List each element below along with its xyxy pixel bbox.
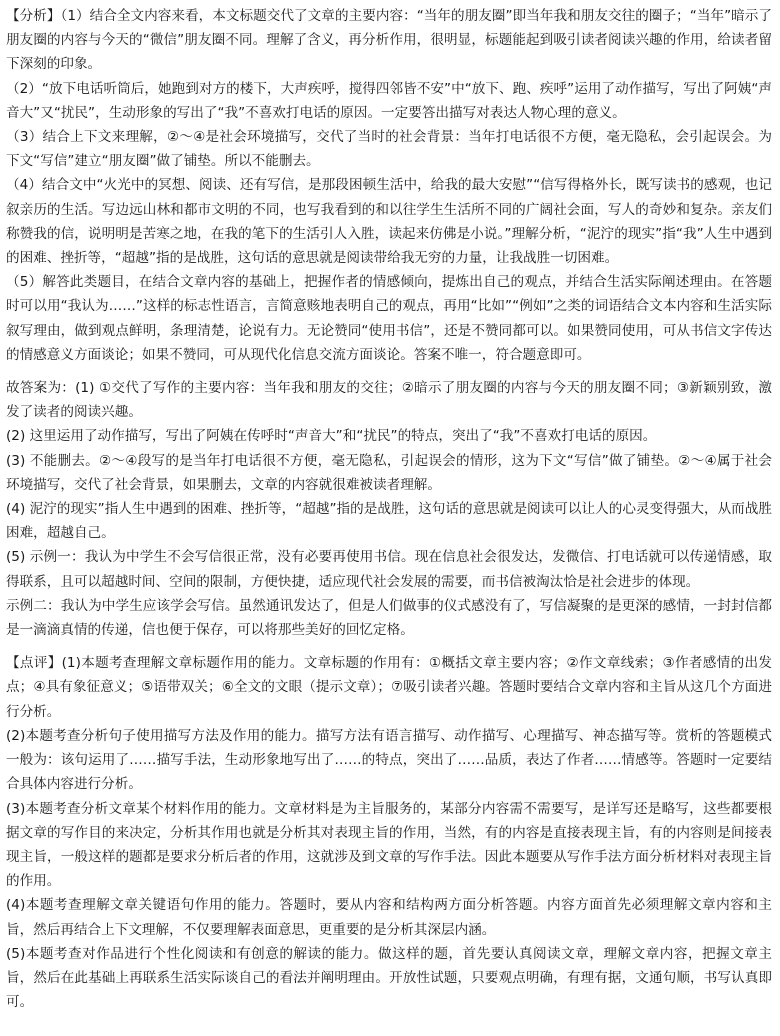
answer-part-3: (3) 不能删去。②～④段写的是当年打电话很不方便，毫无隐私，引起误会的情形，这为下文“写信”做了铺垫。②～④属于社会环境描写，交代了社会背景，如果删去，文章的内容就很难被读者理解。 [6,452,772,493]
comment-part-3: (3)本题考查分析文章某个材料作用的能力。文章材料是为主旨服务的，某部分内容需不需要写，是详写还是略写，这些都要根据文章的写作目的来决定，分析其作用也就是分析其对表现主旨的作用，当然，有的内容是直接表现主旨，有的内容则是间接表现主旨，一般这样的题都是要求分析后者的作用，这就涉及到文章的写作手法。因此本题要从写作手法方面分析材料对表现主旨的作用。 [6,800,772,890]
comment-section [6,651,772,1014]
analysis-part-4: （4）结合文中“火光中的冥想、阅读、还有写信，是那段困顿生活中，给我的最大安慰”“信写得格外长，既写读书的感观，也记叙亲历的生活。写边远山林和都市文明的不同，也写我看到的和以往学生生活所不同的广阔社会面，写人的奇妙和复杂。亲友们称赞我的信，说明明是苦寒之地，在我的笔下的生活引人入胜，读起来仿佛是小说。”理解分析，“泥泞的现实”指“我”人生中遇到的困难、挫折等，“超越”指的是战胜，这句话的意思就是阅读带给我无穷的力量，让我战胜一切困难。 [6,177,772,267]
answer-section [6,376,772,642]
comment-part-5: (5)本题考查对作品进行个性化阅读和有创意的解读的能力。做这样的题，首先要认真阅读文章，理解文章内容，把握文章主旨，然后在此基础上再联系生活实际谈自己的看法并阐明理由。开放性试题，只要观点明确，有理有据，文通句顺，书写认真即可。 [6,945,772,1011]
answer-part-1: 故答案为：(1) ①交代了写作的主要内容：当年我和朋友的交往；②暗示了朋友圈的内容与今天的朋友圈不同；③新颖别致，激发了读者的阅读兴趣。 [6,380,772,421]
analysis-part-3: （3）结合上下文来理解，②～④是社会环境描写，交代了当时的社会背景：当年打电话很不方便，毫无隐私，会引起误会。为下文“写信”建立“朋友圈”做了铺垫。所以不能删去。 [6,129,772,170]
comment-part-4: (4)本题考查理解文章关键语句作用的能力。答题时，要从内容和结构两方面分析答题。内容方面首先必须理解文章内容和主旨，然后再结合上下文理解，不仅要理解表面意思，更重要的是分析其深层内涵。 [6,897,772,938]
analysis-part-5: （5）解答此类题目，在结合文章内容的基础上，把握作者的情感倾向，提炼出自己的观点，并结合生活实际阐述理由。在答题时可以用“我认为……”这样的标志性语言，言简意赅地表明自己的观点，再用“比如”“例如”之类的词语结合文本内容和生活实际叙写理由，做到观点鲜明，条理清楚，论说有力。无论赞同“使用书信”，还是不赞同都可以。如果赞同使用，可从书信文字传达的情感意义方面谈论；如果不赞同，可从现代化信息交流方面谈论。答案不唯一，符合题意即可。 [6,274,772,363]
comment-part-1: 【点评】(1)本题考查理解文章标题作用的能力。文章标题的作用有：①概括文章主要内容；②作文章线索；③作者感情的出发点；④具有象征意义；⑤语带双关；⑥全文的文眼（提示文章）；⑦吸引读者兴趣。答题时要结合文章内容和主旨从这几个方面进行分析。 [6,655,772,720]
answer-part-4: (4) 泥泞的现实”指人生中遇到的困难、挫折等，“超越”指的是战胜，这句话的意思就是阅读可以让人的心灵变得强大，从而战胜困难，超越自己。 [6,501,772,542]
analysis-section [6,4,772,367]
analysis-part-2: （2）“放下电话听筒后，她跑到对方的楼下，大声疾呼，搅得四邻皆不安”中“放下、跑、疾呼”运用了动作描写，写出了阿姨“声音大”又“扰民”，生动形象的写出了“我”不喜欢打电话的原因。一定要答出描写对表达人物心理的意义。 [6,80,772,121]
comment-part-2: (2)本题考查分析句子使用描写方法及作用的能力。描写方法有语言描写、动作描写、心理描写、神态描写等。赏析的答题模式一般为：该句运用了……描写手法，生动形象地写出了……的特点，突出了……品质，表达了作者……情感等。答题时一定要结合具体内容进行分析。 [6,727,772,793]
answer-part-5-example-1: (5) 示例一：我认为中学生不会写信很正常，没有必要再使用书信。现在信息社会很发达，发微信、打电话就可以传递情感，取得联系，且可以超越时间、空间的限制，方便快捷，适应现代社会发展的需要，而书信被淘汰恰是社会进步的体现。 [6,549,772,590]
analysis-part-1: 【分析】（1）结合全文内容来看，本文标题交代了文章的主要内容：“当年的朋友圈”即当年我和朋友交往的圈子；“当年”暗示了朋友圈的内容与今天的“微信”朋友圈不同。理解了含义，再分析作用，很明显，标题能起到吸引读者阅读兴趣的作用，给读者留下深刻的印象。 [6,8,772,73]
answer-part-2: (2) 这里运用了动作描写，写出了阿姨在传呼时“声音大”和“扰民”的特点，突出了“我”不喜欢打电话的原因。 [6,428,657,445]
answer-part-5-example-2: 示例二：我认为中学生应该学会写信。虽然通讯发达了，但是人们做事的仪式感没有了，写信凝聚的是更深的感情，一封封信都是一滴滴真情的传递，信也便于保存，可以将那些美好的回忆定格。 [6,597,772,639]
